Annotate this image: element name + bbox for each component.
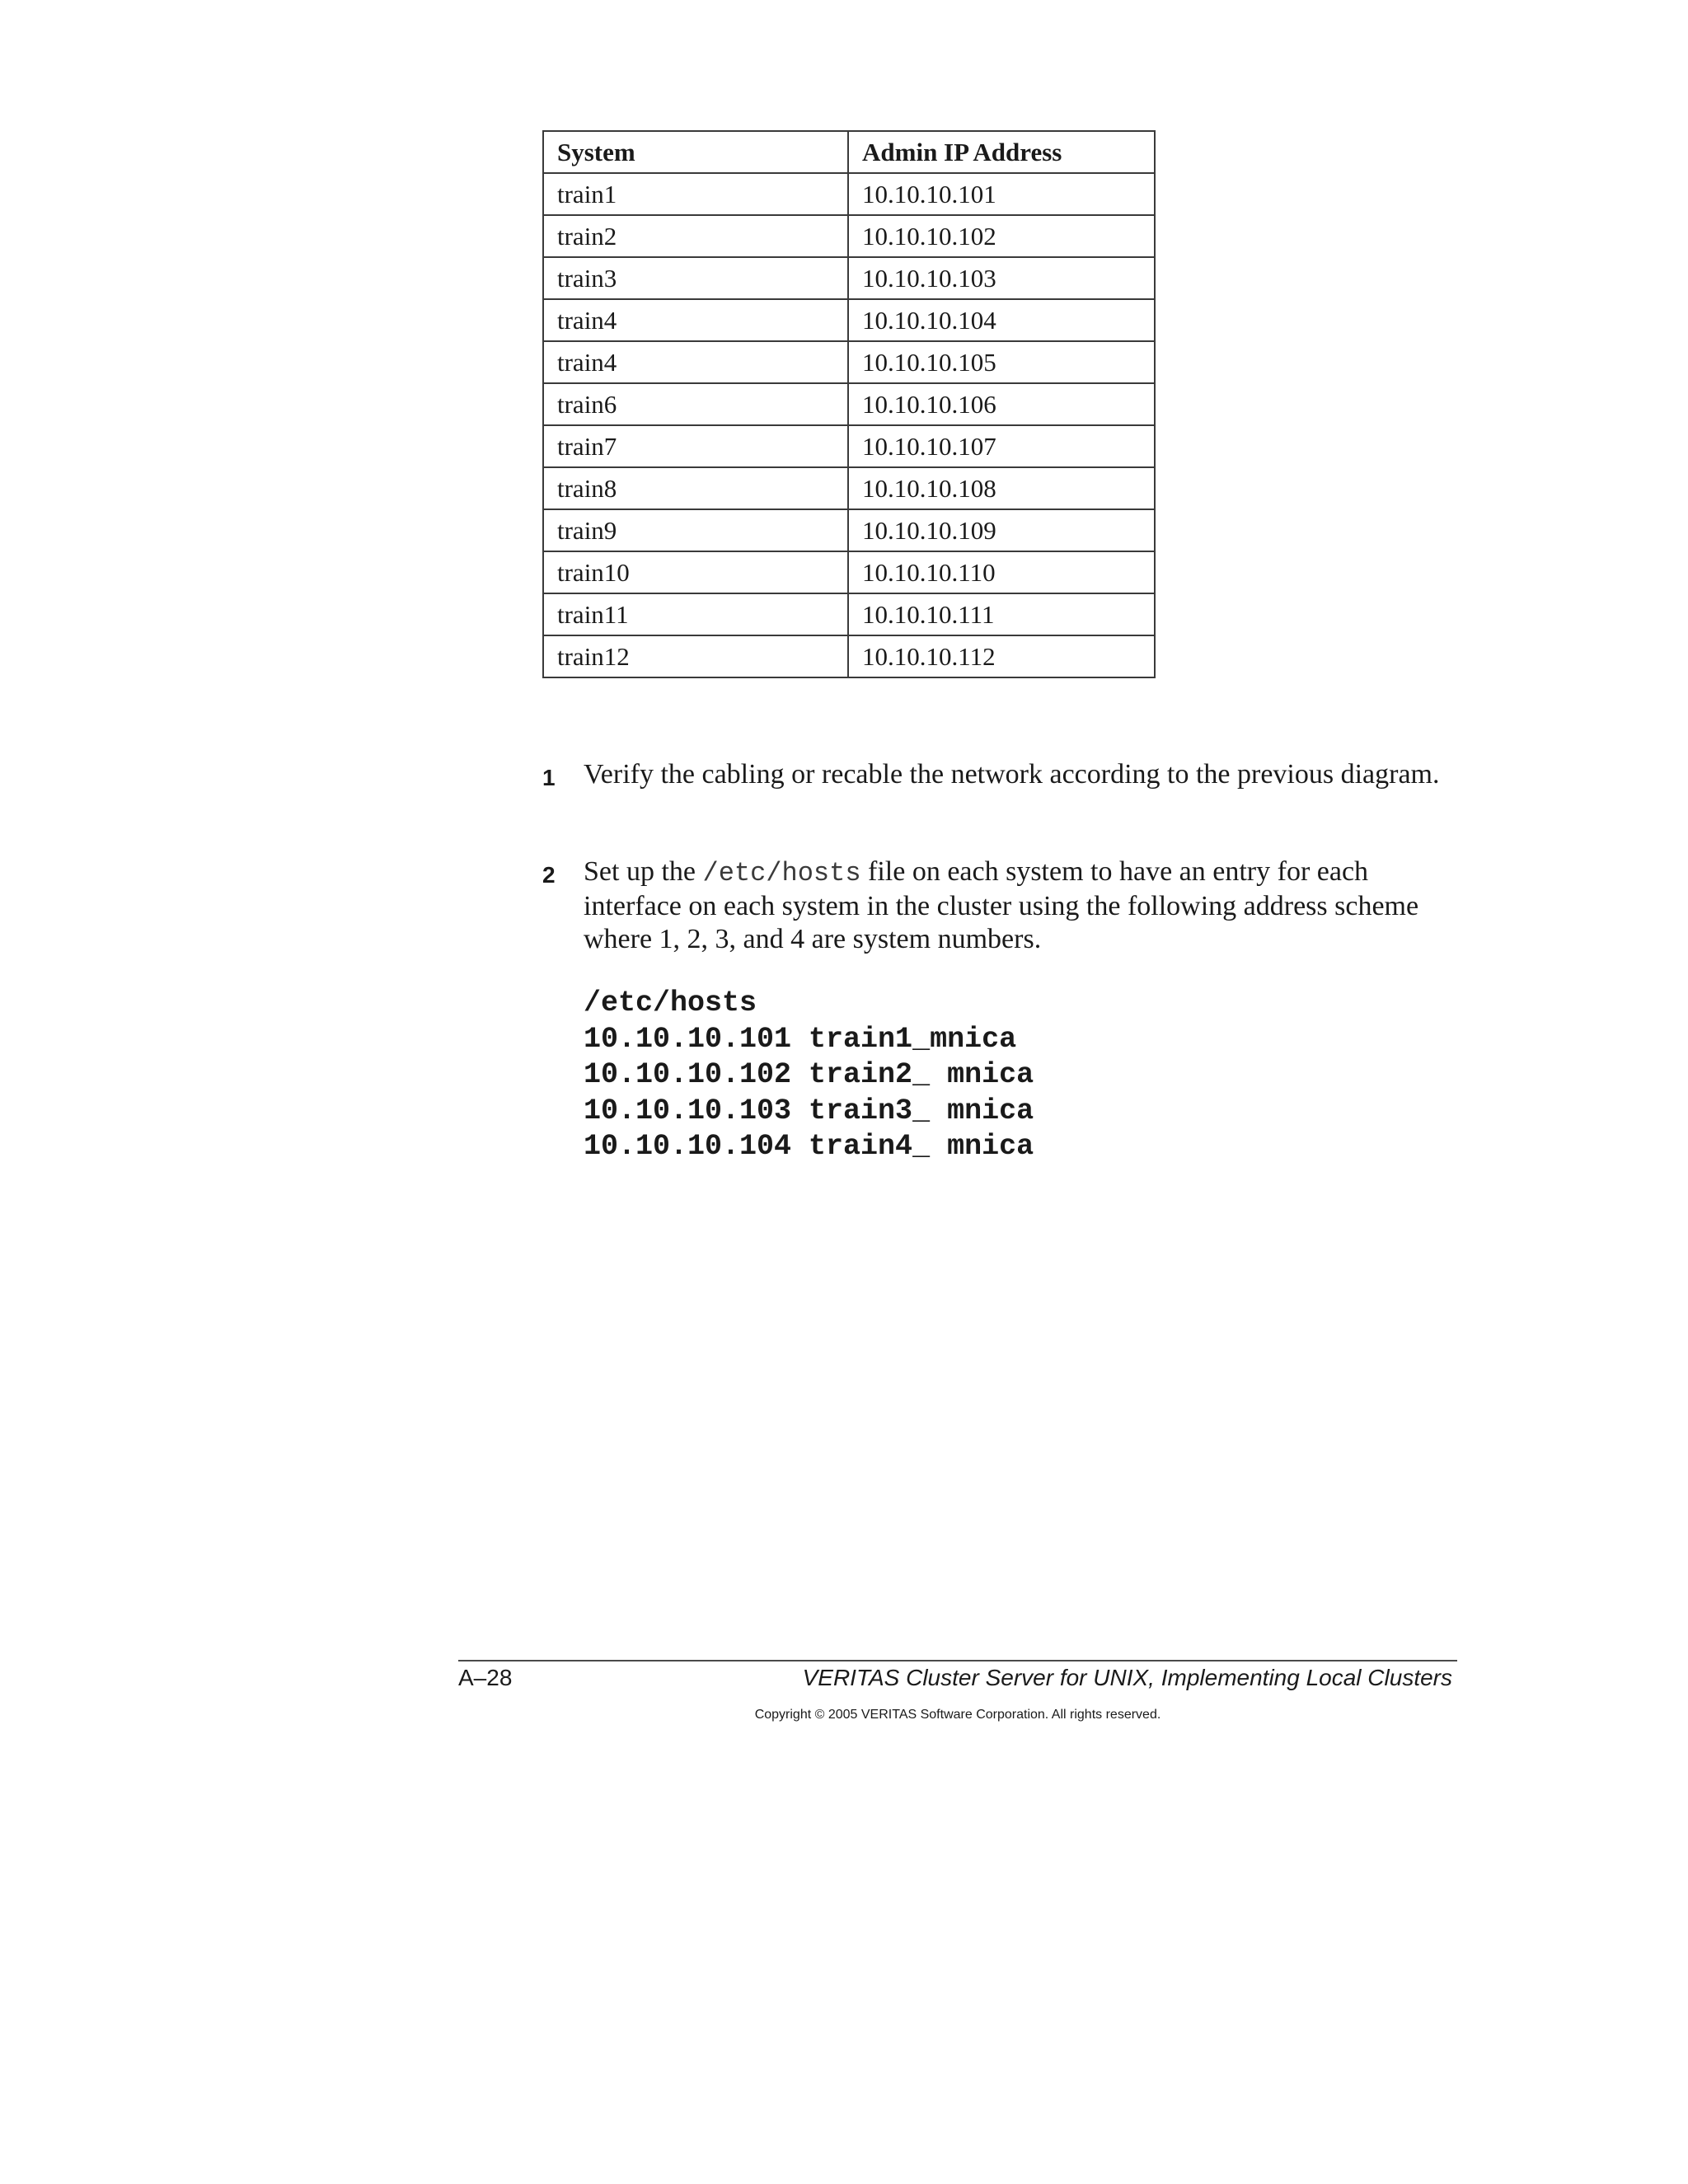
ip-cell: 10.10.10.108 [848,467,1155,509]
footer-divider [458,1660,1457,1661]
system-cell: train8 [543,467,848,509]
system-cell: train12 [543,635,848,677]
system-cell: train7 [543,425,848,467]
table-row [543,551,1155,593]
system-cell: train3 [543,257,848,299]
ip-cell: 10.10.10.104 [848,299,1155,341]
table-row [543,383,1155,425]
system-cell: train6 [543,383,848,425]
table-row [543,299,1155,341]
ip-cell: 10.10.10.105 [848,341,1155,383]
page-number: A–28 [458,1665,513,1690]
step-text-before: Set up the [584,856,703,887]
table-row [543,509,1155,551]
step-text-after: file on each system to have an entry for each interface on each system in the cluster using the following address scheme where 1, 2, 3, and 4 are system numbers. [584,856,1419,954]
system-cell: train4 [543,341,848,383]
ip-cell: 10.10.10.103 [848,257,1155,299]
ip-cell: 10.10.10.110 [848,551,1155,593]
system-cell: train9 [543,509,848,551]
table-row [543,467,1155,509]
table-row [543,215,1155,257]
step-text: Verify the cabling or recable the network according to the previous diagram. [584,759,1440,790]
ip-cell: 10.10.10.109 [848,509,1155,551]
table-row [543,341,1155,383]
admin-ip-table [542,130,1156,678]
table-row [543,173,1155,215]
table-row [543,425,1155,467]
hosts-code-block [584,986,1034,1165]
ip-cell: 10.10.10.112 [848,635,1155,677]
table-row [543,635,1155,677]
code-line: 10.10.10.103 train3_ mnica [584,1094,1034,1127]
copyright-notice: Copyright © 2005 VERITAS Software Corporation. All rights reserved. [754,1708,1161,1722]
ip-cell: 10.10.10.106 [848,383,1155,425]
code-line: /etc/hosts [584,987,757,1019]
step-number: 1 [542,765,556,790]
code-line: 10.10.10.102 train2_ mnica [584,1058,1034,1091]
system-cell: train2 [543,215,848,257]
code-line: 10.10.10.101 train1_mnica [584,1022,1017,1056]
table-row [543,593,1155,635]
step-text [584,855,1465,956]
system-cell: train11 [543,593,848,635]
system-cell: train4 [543,299,848,341]
ip-cell: 10.10.10.107 [848,425,1155,467]
table-row [543,257,1155,299]
footer-title: VERITAS Cluster Server for UNIX, Implementing Local Clusters [802,1665,1452,1690]
ip-cell: 10.10.10.111 [848,593,1155,635]
ip-cell: 10.10.10.102 [848,215,1155,257]
system-cell: train10 [543,551,848,593]
column-header-system: System [543,131,848,173]
table-header-row [543,131,1155,173]
system-cell: train1 [543,173,848,215]
column-header-admin-ip: Admin IP Address [848,131,1155,173]
step-number: 2 [542,862,556,888]
inline-code-path: /etc/hosts [702,858,861,888]
ip-cell: 10.10.10.101 [848,173,1155,215]
code-line: 10.10.10.104 train4_ mnica [584,1130,1034,1163]
